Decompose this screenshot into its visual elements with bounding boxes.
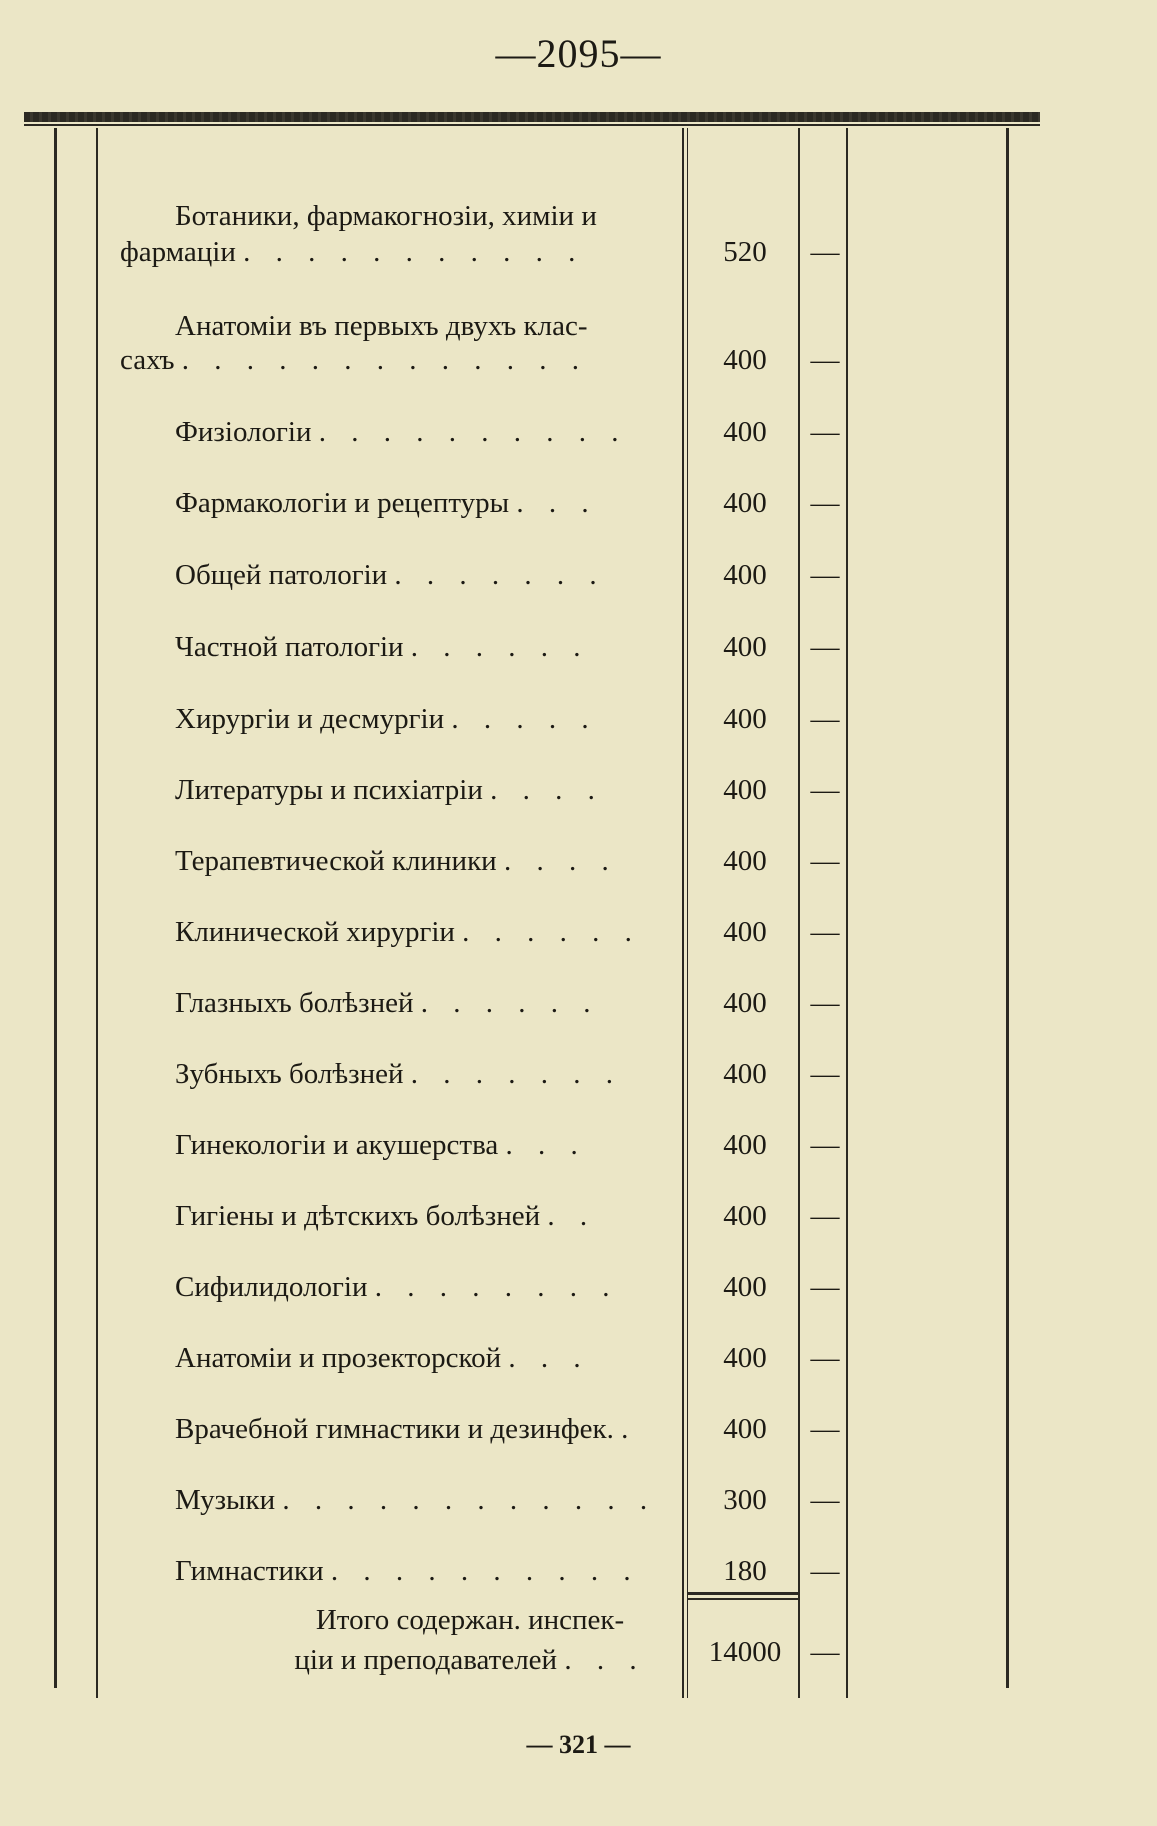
row-dash: — xyxy=(810,1200,840,1232)
row-dash: — xyxy=(810,987,840,1019)
row-value: 180 xyxy=(723,1555,767,1587)
row-value: 400 xyxy=(723,1058,767,1090)
row-value: 400 xyxy=(723,1342,767,1374)
row-dash: — xyxy=(810,774,840,806)
row-value: 520 xyxy=(723,236,767,268)
row-value: 400 xyxy=(723,1200,767,1232)
row-dash: — xyxy=(810,236,840,268)
total-label xyxy=(260,1600,680,1680)
row-value: 400 xyxy=(723,559,767,591)
row-label-line1: Анатоміи въ первыхъ двухъ клас- xyxy=(175,310,588,342)
row-value: 400 xyxy=(723,631,767,663)
row-label: Гимнастики . . . . . . . . . . xyxy=(175,1555,640,1587)
row-dash: — xyxy=(810,344,840,376)
row-value: 400 xyxy=(723,774,767,806)
row-label: Хирургіи и десмургіи . . . . . xyxy=(175,703,598,735)
row-dash: — xyxy=(810,631,840,663)
row-label: Анатоміи и прозекторской . . . xyxy=(175,1342,590,1374)
row-label: Физіологіи . . . . . . . . . . xyxy=(175,416,628,448)
row-dash: — xyxy=(810,1129,840,1161)
total-label-line1: Итого содержан. инспек- xyxy=(315,1604,625,1636)
row-label: Гигіены и дѣтскихъ болѣзней . . xyxy=(175,1200,597,1232)
row-label: Сифилидологіи . . . . . . . . xyxy=(175,1271,619,1303)
row-label: Врачебной гимнастики и дезинфек. . xyxy=(175,1413,638,1445)
row-label: Клинической хирургіи . . . . . . xyxy=(175,916,641,948)
total-value: 14000 xyxy=(708,1636,782,1668)
row-dash: — xyxy=(810,1555,840,1587)
row-label: Гинекологіи и акушерства . . . xyxy=(175,1129,587,1161)
row-value: 400 xyxy=(723,1271,767,1303)
row-value: 400 xyxy=(723,845,767,877)
total-dash: — xyxy=(810,1636,840,1668)
row-value: 400 xyxy=(723,1413,767,1445)
total-rule-thin xyxy=(688,1598,798,1600)
row-dash: — xyxy=(810,1484,840,1516)
row-dash: — xyxy=(810,916,840,948)
row-label-line2: сахъ . . . . . . . . . . . . . xyxy=(120,344,588,376)
row-dash: — xyxy=(810,703,840,735)
row-label: Зубныхъ болѣзней . . . . . . . xyxy=(175,1058,623,1090)
row-dash: — xyxy=(810,845,840,877)
row-label: Частной патологіи . . . . . . xyxy=(175,631,590,663)
row-dash: — xyxy=(810,1058,840,1090)
row-label: Музыки . . . . . . . . . . . . xyxy=(175,1484,657,1516)
row-label: Терапевтической клиники . . . . xyxy=(175,845,618,877)
row-label-line1: Ботаники, фармакогнозіи, химіи и xyxy=(175,200,597,232)
row-dash: — xyxy=(810,1413,840,1445)
row-dash: — xyxy=(810,416,840,448)
row-value: 400 xyxy=(723,416,767,448)
row-dash: — xyxy=(810,1271,840,1303)
row-label: Общей патологіи . . . . . . . xyxy=(175,559,606,591)
row-value: 400 xyxy=(723,1129,767,1161)
page-number-top: —2095— xyxy=(495,31,662,76)
total-label-line2: ціи и преподавателей . . . xyxy=(294,1644,646,1676)
row-dash: — xyxy=(810,559,840,591)
row-label: Глазныхъ болѣзней . . . . . . xyxy=(175,987,600,1019)
row-dash: — xyxy=(810,1342,840,1374)
row-label: Литературы и психіатріи . . . . xyxy=(175,774,604,806)
row-value: 400 xyxy=(723,344,767,376)
total-rule xyxy=(688,1592,798,1595)
row-value: 400 xyxy=(723,487,767,519)
row-value: 400 xyxy=(723,703,767,735)
row-dash: — xyxy=(810,487,840,519)
row-label-line2: фармаціи . . . . . . . . . . . xyxy=(120,236,585,268)
row-value: 300 xyxy=(723,1484,767,1516)
row-value: 400 xyxy=(723,987,767,1019)
row-value: 400 xyxy=(723,916,767,948)
page-number-bottom: — 321 — xyxy=(526,1730,631,1759)
row-label: Фармакологіи и рецептуры . . . xyxy=(175,487,598,519)
